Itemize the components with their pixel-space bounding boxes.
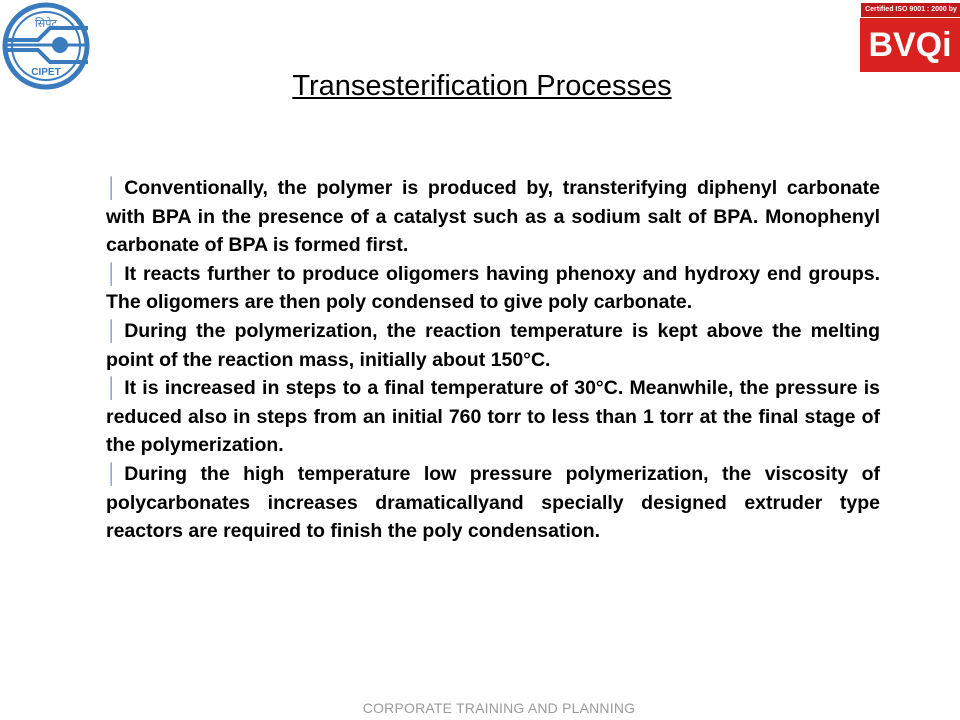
bullet-text: During the polymerization, the reaction temperature is kept above the melting point of the reaction mass, initially about 150°C. (106, 319, 880, 371)
bullet-marker: │ (106, 377, 119, 400)
bullet-item (106, 317, 880, 374)
bullet-list (106, 174, 880, 546)
slide-title: Transesterification Processes (292, 70, 672, 102)
bullet-item (106, 174, 880, 260)
bullet-item (106, 374, 880, 460)
bullet-marker: │ (106, 262, 119, 285)
bullet-text: It is increased in steps to a final temperature of 30°C. Meanwhile, the pressure is reduced also in steps from an initial 760 torr to less than 1 torr at the final stage of the polymerization. (106, 377, 880, 457)
cipet-name-text: CIPET (31, 67, 61, 78)
cipet-hindi-text: सिपेट (34, 17, 58, 30)
bullet-item (106, 260, 880, 317)
bullet-marker: │ (106, 177, 119, 199)
bvqi-brand: BVQi (860, 18, 960, 72)
bullet-text: Conventionally, the polymer is produced by, transterifying diphenyl carbonate with BPA in the presence of a catalyst such as a sodium salt of BPA. Monophenyl carbonate of BPA is formed first. (106, 177, 880, 257)
bullet-text: It reacts further to produce oligomers having phenoxy and hydroxy end groups. The oligomers are then poly condensed to give poly carbonate. (106, 262, 880, 314)
footer-text: CORPORATE TRAINING AND PLANNING (362, 700, 636, 716)
bvqi-certification-logo (860, 0, 960, 72)
certification-text: Certified ISO 9001 : 2000 by (860, 2, 960, 18)
bullet-marker: │ (106, 462, 119, 485)
bullet-marker: │ (106, 319, 119, 342)
bullet-item (106, 460, 880, 546)
bullet-text: During the high temperature low pressure polymerization, the viscosity of polycarbonates increases dramaticallyand specially designed extruder type reactors are required to finish the poly condensation. (106, 462, 880, 543)
